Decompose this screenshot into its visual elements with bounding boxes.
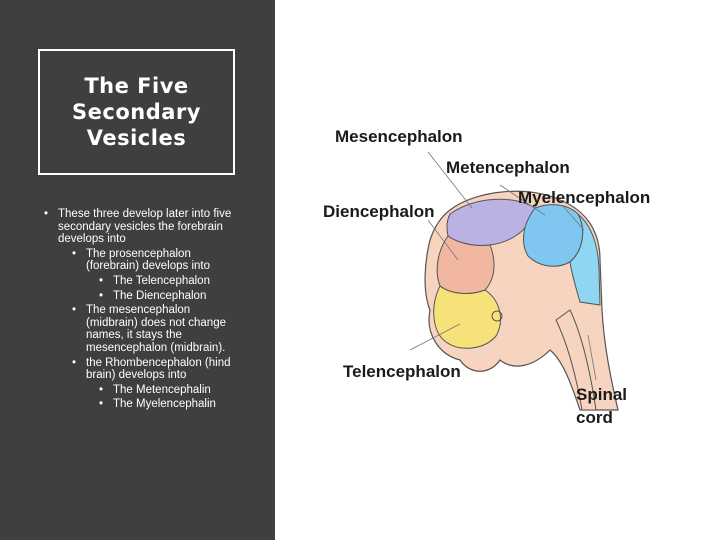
label-spinal-cord-line1: Spinal <box>576 385 628 404</box>
label-myelencephalon: Myelencephalon <box>518 188 651 207</box>
metencephalon-region <box>524 205 583 267</box>
bullet-dot: • <box>99 383 104 396</box>
bullet-text: The Metencephalin <box>113 383 211 396</box>
bullet-item <box>99 383 268 397</box>
bullet-item <box>99 289 268 303</box>
slide-title: The Five Secondary Vesicles <box>72 74 201 150</box>
left-panel <box>0 0 275 540</box>
bullet-item <box>44 208 253 246</box>
bullet-text: The Telencephalon <box>113 274 210 287</box>
bullet-text: the Rhombencephalon (hind brain) develops into <box>86 356 231 382</box>
bullet-text: The mesencephalon (midbrain) does not change names, it stays the mesencephalon (midbrain). <box>86 304 226 354</box>
bullet-list <box>28 208 268 413</box>
bullet-item <box>99 398 268 411</box>
brain-vesicles-diagram <box>300 110 680 440</box>
bullet-dot: • <box>72 247 77 260</box>
bullet-dot: • <box>72 356 77 369</box>
bullet-dot: • <box>99 274 104 287</box>
bullet-text: The Myelencephalin <box>113 398 216 411</box>
bullet-text: These three develop later into five secondary vesicles the forebrain develops into <box>58 208 232 246</box>
telencephalon-region <box>434 286 501 348</box>
label-mesencephalon: Mesencephalon <box>335 127 463 146</box>
bullet-item <box>72 356 234 382</box>
bullet-dot: • <box>99 289 104 302</box>
bullet-item <box>99 274 268 288</box>
bullet-dot: • <box>72 304 77 317</box>
label-metencephalon: Metencephalon <box>446 158 570 177</box>
bullet-item <box>72 304 234 354</box>
bullet-dot: • <box>44 208 49 220</box>
label-spinal-cord-line2: cord <box>576 408 613 427</box>
bullet-dot: • <box>99 398 104 411</box>
bullet-text: The prosencephalon (forebrain) develops into <box>86 247 211 273</box>
label-diencephalon: Diencephalon <box>323 202 435 221</box>
title-box <box>38 49 235 175</box>
bullet-item <box>72 247 234 273</box>
bullet-text: The Diencephalon <box>113 289 207 302</box>
label-telencephalon: Telencephalon <box>343 362 461 381</box>
